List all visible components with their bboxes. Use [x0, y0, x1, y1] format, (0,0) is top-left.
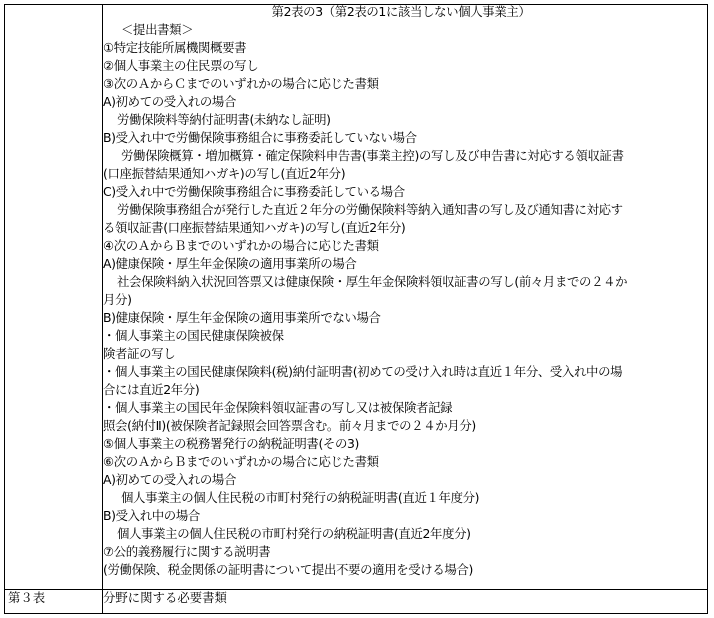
list-item: ・個人事業主の国民健康保険被保	[103, 328, 284, 343]
list-item: ④次のＡからＢまでのいずれかの場合に応じた書類	[103, 238, 379, 253]
list-item: る領収証書(口座振替結果通知ハガキ)の写し(直近2年分)	[103, 220, 406, 235]
list-item: ＜提出書類＞	[121, 22, 194, 37]
list-item: ・個人事業主の国民健康保険料(税)納付証明書(初めての受け入れ時は直近１年分、受入れ中の場	[103, 364, 623, 379]
requirements-cell	[103, 3, 699, 579]
list-item: (労働保険、税金関係の証明書について提出不要の適用を受ける場合)	[103, 562, 473, 577]
list-item: A)初めての受入れの場合	[103, 94, 237, 109]
list-item: 照会(納付Ⅱ)(被保険者記録照会回答票含む。前々月までの２４か月分)	[103, 418, 476, 433]
list-item: B)受入れ中で労働保険事務組合に事務委託していない場合	[103, 130, 417, 145]
list-item: 社会保険料納入状況回答票又は健康保険・厚生年金保険料領収証書の写し(前々月までの２４か	[117, 274, 628, 289]
list-item: ⑥次のＡからＢまでのいずれかの場合に応じた書類	[103, 454, 379, 469]
list-item: 険者証の写し	[103, 346, 176, 361]
section-title: 第2表の3（第2表の1に該当しない個人事業主）	[271, 4, 531, 19]
list-item: 個人事業主の個人住民税の市町村発行の納税証明書(直近１年度分)	[121, 490, 480, 505]
list-item: 合には直近2年分)	[103, 382, 200, 397]
list-item: ①特定技能所属機関概要書	[103, 40, 247, 55]
list-item: ⑦公的義務履行に関する説明書	[103, 544, 271, 559]
list-item: A)初めての受入れの場合	[103, 472, 237, 487]
table-row-label: 第３表	[8, 590, 46, 605]
list-item: ・個人事業主の国民年金保険料領収証書の写し又は被保険者記録	[103, 400, 453, 415]
list-item: 労働保険事務組合が発行した直近２年分の労働保険料等納入通知書の写し及び通知書に対応す	[117, 202, 623, 217]
list-item: B)健康保険・厚生年金保険の適用事業所でない場合	[103, 310, 381, 325]
list-item: C)受入れ中で労働保険事務組合に事務委託している場合	[103, 184, 405, 199]
list-item: ③次のＡからＣまでのいずれかの場合に応じた書類	[103, 76, 379, 91]
list-item: ②個人事業主の住民票の写し	[103, 58, 259, 73]
list-item: B)受入れ中の場合	[103, 508, 200, 523]
list-item: ⑤個人事業主の税務署発行の納税証明書(その3)	[103, 436, 360, 451]
list-item: 月分)	[103, 292, 132, 307]
table-row-text: 分野に関する必要書類	[103, 590, 227, 605]
list-item: A)健康保険・厚生年金保険の適用事業所の場合	[103, 256, 357, 271]
list-item: 労働保険概算・増加概算・確定保険料申告書(事業主控)の写し及び申告書に対応する領収証書	[121, 148, 624, 163]
list-item: 個人事業主の個人住民税の市町村発行の納税証明書(直近2年度分)	[117, 526, 471, 541]
list-item: 労働保険料等納付証明書(未納なし証明)	[117, 112, 331, 127]
list-item: (口座振替結果通知ハガキ)の写し(直近2年分)	[103, 166, 346, 181]
